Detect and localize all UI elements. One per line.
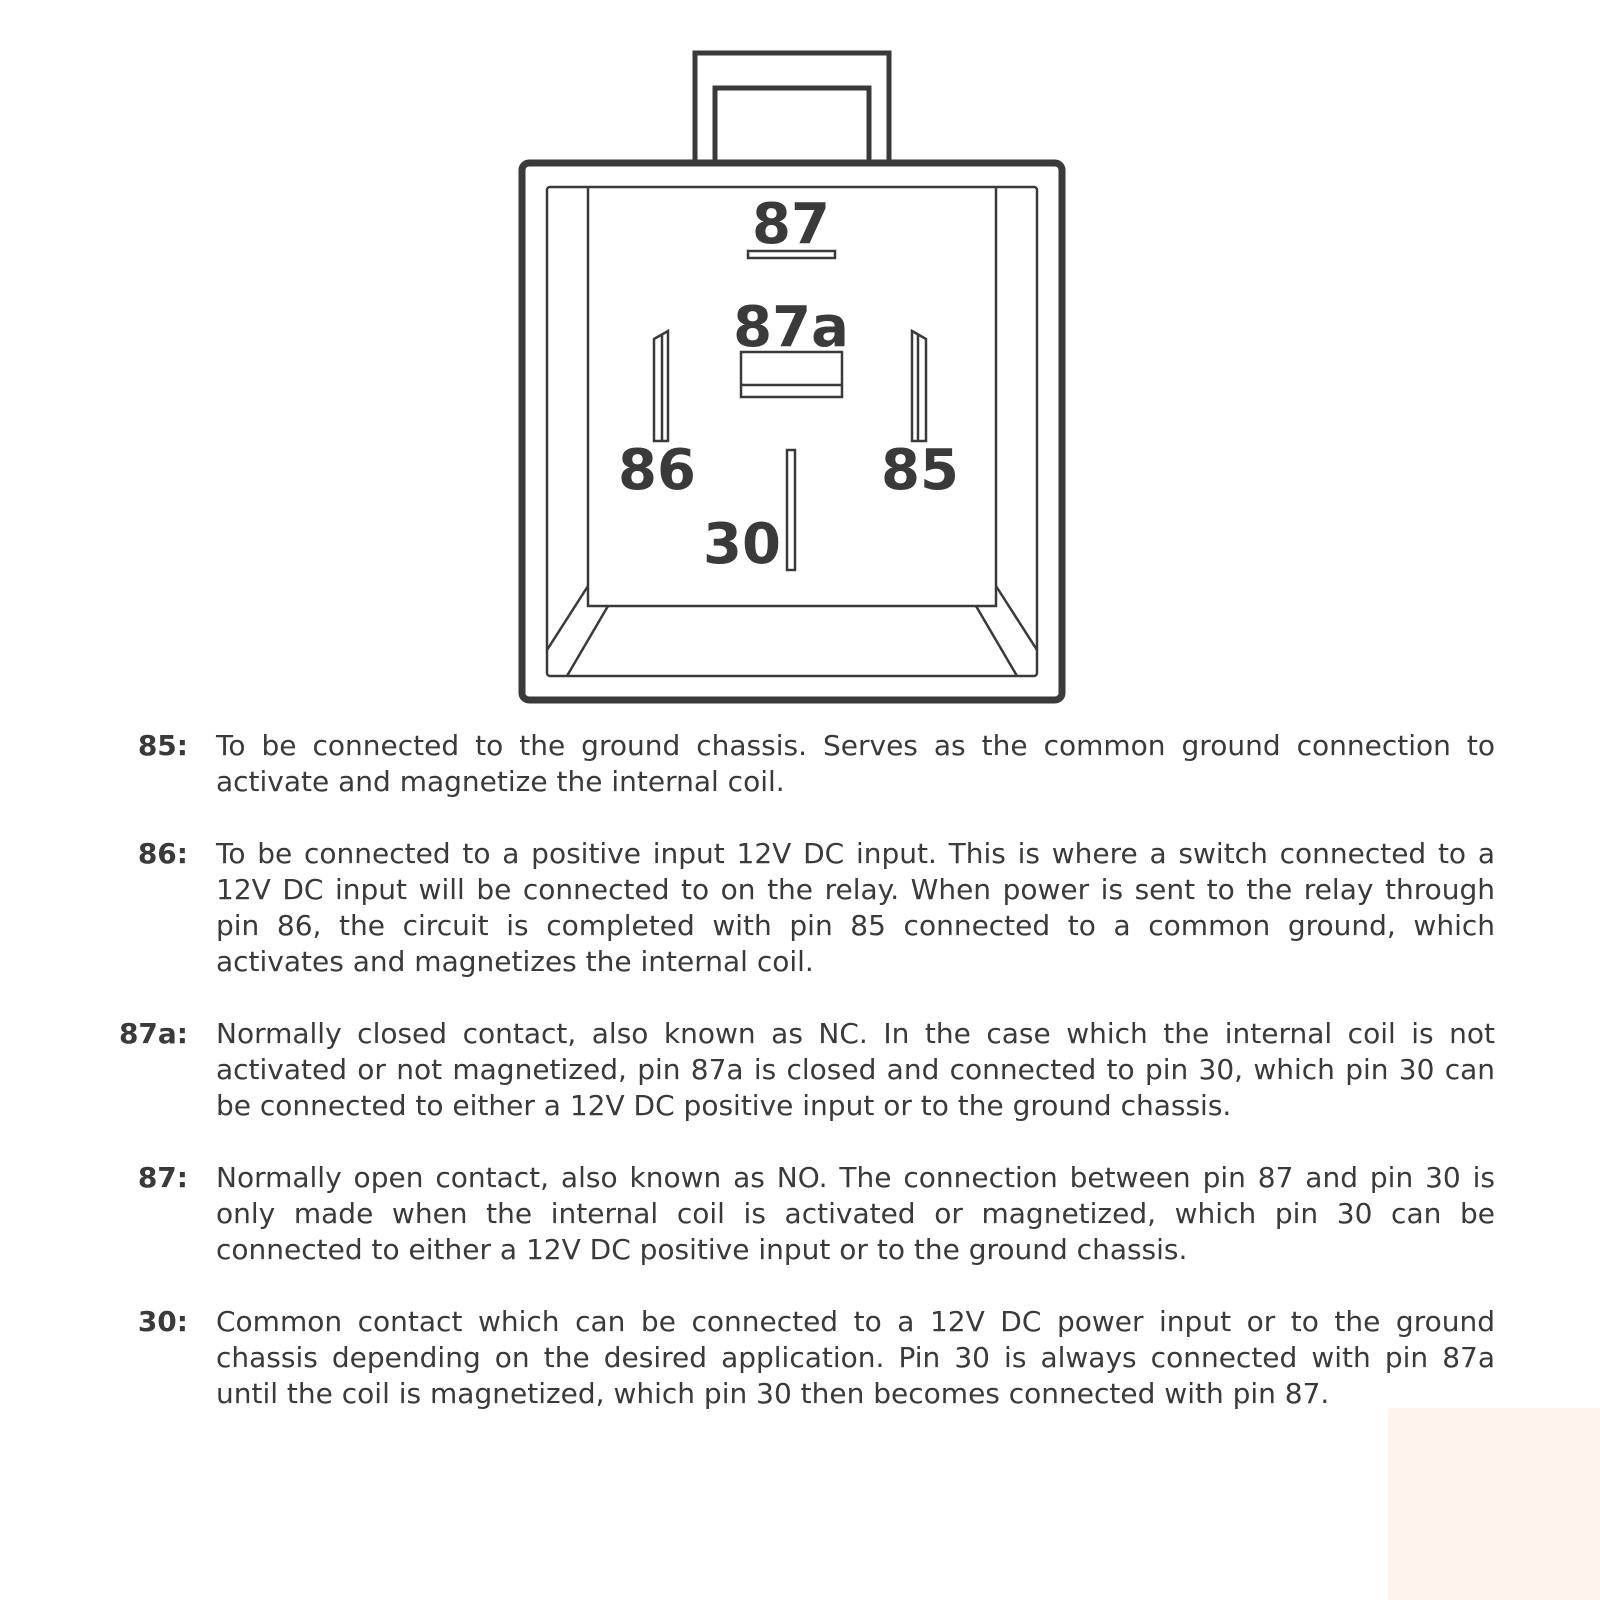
pin-term: 30: xyxy=(137,1305,188,1338)
pin-text: To be connected to a positive input 12V DC input. This is where a switch connected to a 12V DC input will be connected to on the relay. When power is sent to the relay through pin 86, the circuit is completed with pin 85 connected to a common ground, which activates and magnetizes the internal coil. xyxy=(216,837,1495,978)
pin-text: Normally open contact, also known as NO. The connection between pin 87 and pin 30 is only made when the internal coil is activated or magnetized, which pin 30 can be connected to either a 12V DC positive input or to the ground chassis. xyxy=(216,1161,1495,1266)
pin-label-30: 30 xyxy=(703,512,781,577)
bevel-left-inner xyxy=(567,606,608,676)
pin-description-30 xyxy=(0,1304,1600,1412)
pin-label-86: 86 xyxy=(618,438,696,503)
pin-descriptions xyxy=(0,728,1600,1448)
pin-term: 86: xyxy=(137,837,188,870)
pin-description-87a xyxy=(0,1016,1600,1124)
pin-term: 87a: xyxy=(118,1017,188,1050)
pin-text: Common contact which can be connected to a 12V DC power input or to the ground chassis depending on the desired application. Pin 30 is always connected with pin 87a until the coil is magnetized, which pin 30 then becomes connected with pin 87. xyxy=(216,1305,1495,1410)
mounting-tab xyxy=(695,53,889,163)
terminal-30 xyxy=(787,450,795,570)
relay-inner-frame xyxy=(547,187,1037,676)
bevel-left-outer xyxy=(547,586,588,650)
pin-description-86 xyxy=(0,836,1600,980)
bevel-right-outer xyxy=(996,586,1037,650)
pin-term: 87: xyxy=(137,1161,188,1194)
bevel-right-inner xyxy=(976,606,1017,676)
pin-description-85 xyxy=(0,728,1600,800)
pin-label-87a: 87a xyxy=(733,295,849,360)
pin-label-87: 87 xyxy=(752,192,830,257)
pin-label-85: 85 xyxy=(881,438,959,503)
pin-term: 85: xyxy=(137,729,188,762)
mounting-tab-inner xyxy=(715,88,869,163)
pin-text: Normally closed contact, also known as NC. In the case which the internal coil is not activated or not magnetized, pin 87a is closed and connected to pin 30, which pin 30 can be connected to either a 12V DC positive input or to the ground chassis. xyxy=(216,1017,1495,1122)
pin-text: To be connected to the ground chassis. Serves as the common ground connection to activate and magnetize the internal coil. xyxy=(216,729,1495,798)
relay-diagram xyxy=(0,0,1600,720)
pin-description-87 xyxy=(0,1160,1600,1268)
